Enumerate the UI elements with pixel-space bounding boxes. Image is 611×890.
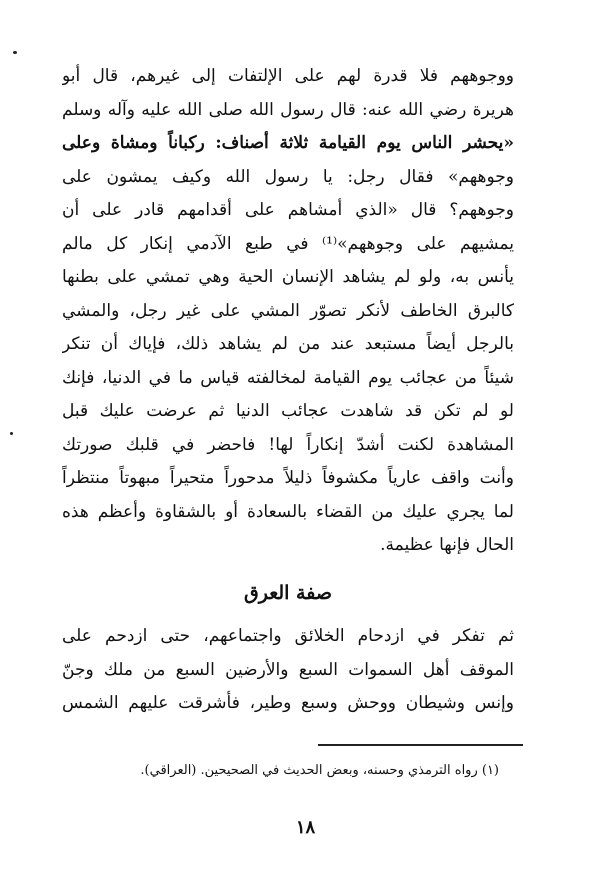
section-text [62, 620, 514, 721]
text-line: الحال فإنها عظيمة. [380, 535, 514, 555]
scan-speck [13, 51, 17, 54]
text-line: وأنت واقف عارياً مكشوفاً ذليلاً مدحوراً متحيراً مبهوتاً منتظراً [62, 468, 514, 488]
text-line: المشاهدة لكنت أشدّ إنكاراً لها! فاحضر في قلبك صورتك [62, 434, 514, 455]
text-line: يمشيهم على وجوههم»⁽¹⁾ في طبع الآدمي إنكار كل مالم [62, 233, 514, 254]
scan-speck [10, 432, 13, 435]
footnote-divider [318, 744, 523, 746]
text-line: وإنس وشيطان ووحش وسبع وطير، فأشرقت عليهم الشمس [62, 693, 514, 713]
text-line: وجوههم؟ قال «الذي أمشاهم على أقدامهم قادر على أن [62, 200, 514, 220]
text-line: يأنس به، ولو لم يشاهد الإنسان الحية وهي تمشي على بطنها [62, 267, 514, 287]
text-line: ووجوههم فلا قدرة لهم على الإلتفات إلى غيرهم، قال أبو [62, 66, 514, 86]
text-line: هريرة رضي الله عنه: قال رسول الله صلى الله عليه وآله وسلم [62, 99, 514, 120]
text-line: لما يجري عليك من القضاء بالسعادة أو بالشقاوة وأعظم هذه [62, 501, 514, 522]
text-line: ثم تفكر في ازدحام الخلائق واجتماعهم، حتى ازدحم على [62, 626, 514, 646]
text-line: كالبرق الخاطف لأنكر تصوّر المشي على غير رجل، والمشي [62, 300, 514, 321]
text-line: شيئاً من عجائب يوم القيامة لمخالفته قياس ما في الدنيا، فإنك [62, 367, 514, 388]
section-heading: صفة العرق [243, 582, 332, 604]
page-number: ١٨ [295, 817, 316, 838]
footnote: (١) رواه الترمذي وحسنه، وبعض الحديث في الصحيحين. (العراقي). [140, 763, 499, 778]
text-line: بالرجل أيضاً مستبعد عند من لم يشاهد ذلك، فإياك أن تنكر [62, 334, 514, 354]
body-text [62, 60, 514, 563]
text-line: وجوههم» فقال رجل: يا رسول الله وكيف يمشون على [62, 166, 514, 187]
text-line: الموقف أهل السموات السبع والأرضين السبع من ملك وجنّ [62, 659, 514, 680]
text-line: «يحشر الناس يوم القيامة ثلاثة أصناف: ركباناً ومشاة وعلى [62, 133, 514, 153]
text-line: لو لم تكن قد شاهدت عجائب الدنيا ثم عرضت عليك قبل [62, 401, 514, 421]
